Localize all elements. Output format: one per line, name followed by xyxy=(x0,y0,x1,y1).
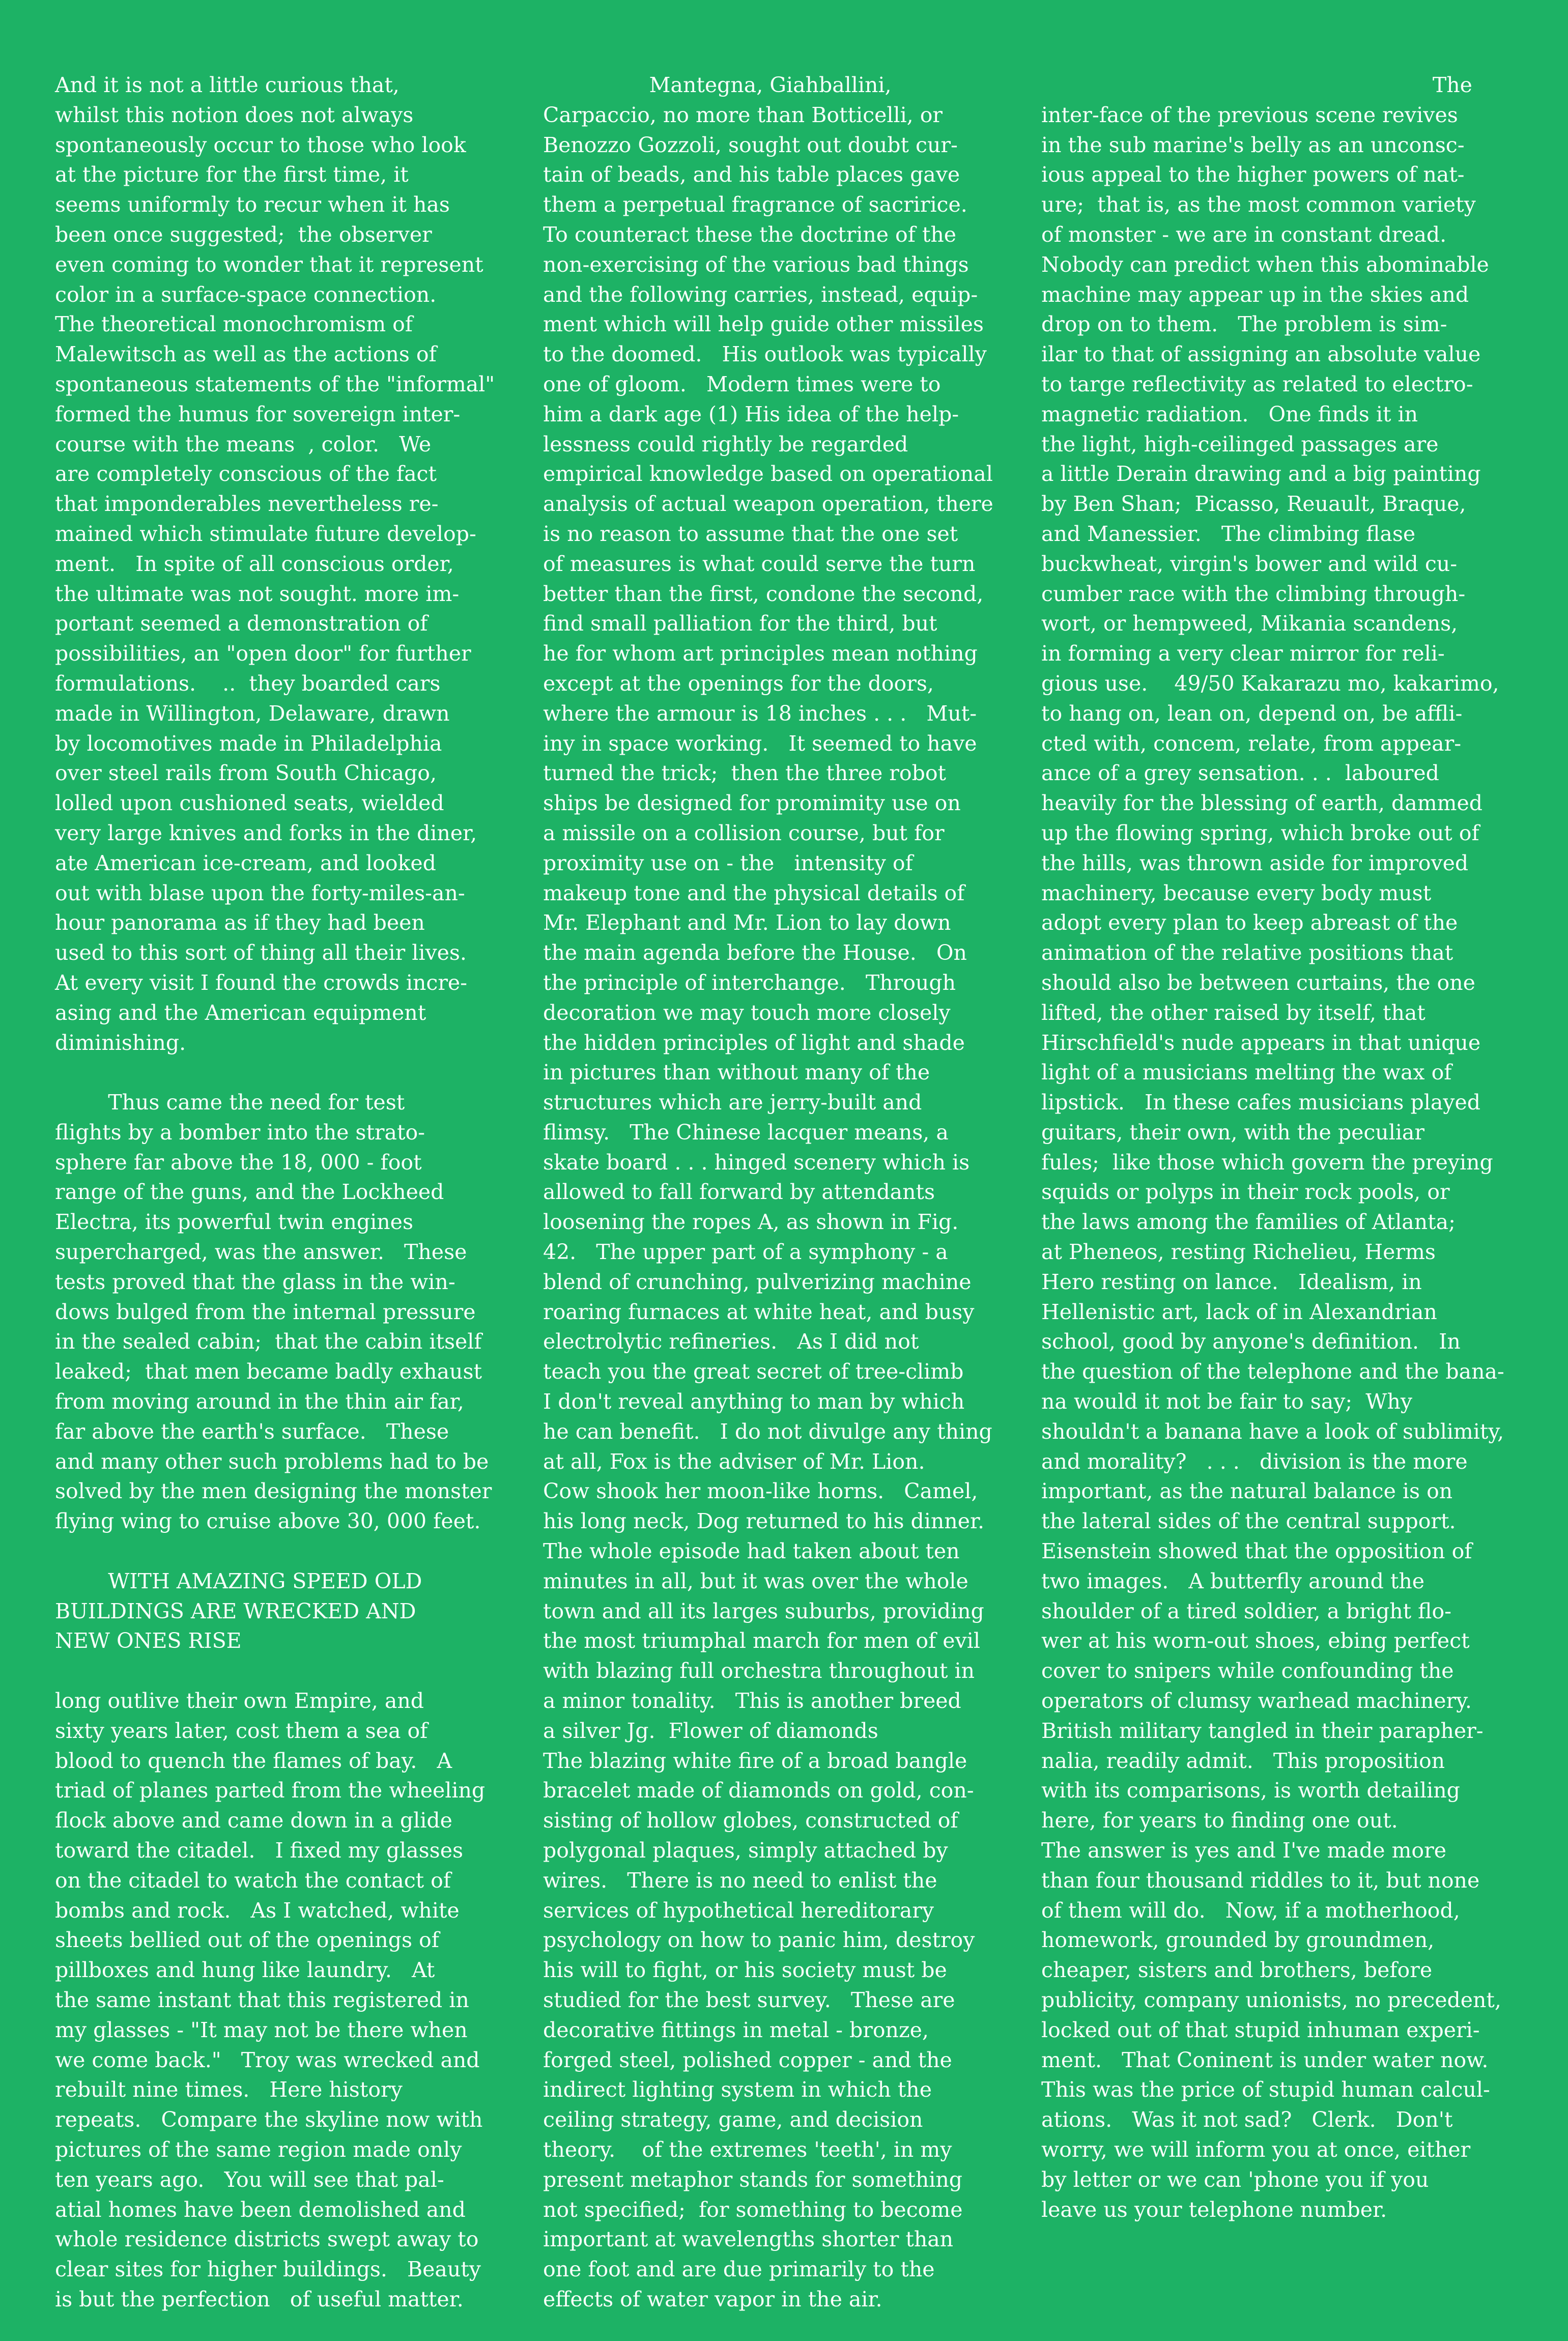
text-line: electrolytic refineries. As I did not xyxy=(543,1329,919,1354)
text-line: and Manessier. The climbing flase xyxy=(1041,521,1416,546)
text-line: hour panorama as if they had been xyxy=(55,910,425,935)
text-line: not specified; for something to become xyxy=(543,2197,963,2222)
text-line: the main agenda before the House. On xyxy=(543,940,967,965)
text-line: sixty years later, cost them a sea of xyxy=(55,1718,428,1743)
text-line: the hidden principles of light and shade xyxy=(543,1030,965,1055)
text-line: nalia, readily admit. This proposition xyxy=(1041,1748,1445,1773)
text-line: to the doomed. His outlook was typically xyxy=(543,342,987,367)
text-line: heavily for the blessing of earth, dammed xyxy=(1041,791,1483,816)
text-line: sphere far above the 18, 000 - foot xyxy=(55,1150,422,1175)
text-line: of monster - we are in constant dread. xyxy=(1041,222,1447,247)
text-line: by locomotives made in Philadelphia xyxy=(55,731,442,756)
text-line: rebuilt nine times. Here history xyxy=(55,2077,403,2102)
text-line: The theoretical monochromism of xyxy=(55,312,413,337)
text-line: ilar to that of assigning an absolute value xyxy=(1041,342,1481,367)
text-line: long outlive their own Empire, and xyxy=(55,1689,424,1714)
text-line: my glasses - "It may not be there when xyxy=(55,2017,468,2042)
text-line: gious use. 49/50 Kakarazu mo, kakarimo, xyxy=(1041,671,1499,696)
text-line: the ultimate was not sought. more im- xyxy=(55,581,460,606)
text-line: on the citadel to watch the contact of xyxy=(55,1868,451,1893)
text-line: one foot and are due primarily to the xyxy=(543,2257,935,2282)
text-line: a little Derain drawing and a big painting xyxy=(1041,462,1481,487)
text-line: in the sealed cabin; that the cabin itself xyxy=(55,1329,482,1354)
text-line: theory. of the extremes 'teeth', in my xyxy=(543,2137,952,2162)
text-line: The answer is yes and I've made more xyxy=(1041,1838,1446,1863)
text-line: Hellenistic art, lack of in Alexandrian xyxy=(1041,1299,1437,1324)
text-line xyxy=(55,1058,538,1088)
text-line xyxy=(55,1656,538,1686)
text-line: find small palliation for the third, but xyxy=(543,611,937,636)
text-line: Benozzo Gozzoli, sought out doubt cur- xyxy=(543,132,958,157)
text-line: the light, high-ceilinged passages are xyxy=(1041,432,1439,456)
text-line: teach you the great secret of tree-climb xyxy=(543,1359,964,1384)
text-line: pillboxes and hung like laundry. At xyxy=(55,1958,435,1983)
text-line: guitars, their own, with the peculiar xyxy=(1041,1120,1424,1145)
text-line: diminishing. xyxy=(55,1030,186,1055)
text-line: them a perpetual fragrance of sacririce. xyxy=(543,192,967,217)
text-line: ment which will help guide other missiles xyxy=(543,312,984,337)
text-line: spontaneous statements of the "informal" xyxy=(55,372,495,396)
text-line: decoration we may touch more closely xyxy=(543,1000,951,1025)
text-line: ten years ago. You will see that pal- xyxy=(55,2167,444,2192)
text-line: decorative fittings in metal - bronze, xyxy=(543,2017,929,2042)
text-line: course with the means , color. We xyxy=(55,432,432,456)
text-line: spontaneously occur to those who look xyxy=(55,132,466,157)
text-line: animation of the relative positions that xyxy=(1041,940,1453,965)
text-line: a silver Jg. Flower of diamonds xyxy=(543,1718,878,1743)
text-line: the question of the telephone and the bana- xyxy=(1041,1359,1504,1384)
text-line: bracelet made of diamonds on gold, con- xyxy=(543,1778,974,1803)
text-line: blood to quench the flames of bay. A xyxy=(55,1748,452,1773)
text-line: effects of water vapor in the air. xyxy=(543,2287,882,2311)
text-line: up the flowing spring, which broke out of xyxy=(1041,820,1479,845)
text-line: light of a musicians melting the wax of xyxy=(1041,1060,1452,1085)
text-line: The xyxy=(1041,73,1472,97)
text-line: fules; like those which govern the preying xyxy=(1041,1150,1493,1175)
text-line: indirect lighting system in which the xyxy=(543,2077,932,2102)
text-line: to targe reflectivity as related to electro- xyxy=(1041,372,1473,396)
text-line: ure; that is, as the most common variety xyxy=(1041,192,1476,217)
text-line: wires. There is no need to enlist the xyxy=(543,1868,937,1893)
text-line: ships be designed for promimity use on xyxy=(543,791,961,816)
text-line: Electra, its powerful twin engines xyxy=(55,1210,413,1235)
text-line: proximity use on - the intensity of xyxy=(543,850,913,875)
text-line: in the sub marine's belly as an unconsc- xyxy=(1041,132,1465,157)
text-line: formulations. .. they boarded cars xyxy=(55,671,441,696)
text-line: I don't reveal anything to man by which xyxy=(543,1389,965,1414)
text-line: by Ben Shan; Picasso, Reuault, Braque, xyxy=(1041,492,1466,517)
text-line: services of hypothetical hereditorary xyxy=(543,1898,934,1923)
text-column-right xyxy=(1041,70,1530,2224)
text-line: Nobody can predict when this abominable xyxy=(1041,252,1489,277)
text-line: where the armour is 18 inches . . . Mut- xyxy=(543,701,977,726)
text-line: his will to fight, or his society must be xyxy=(543,1958,947,1983)
text-line: toward the citadel. I fixed my glasses xyxy=(55,1838,464,1863)
text-line: triad of planes parted from the wheeling xyxy=(55,1778,486,1803)
text-line: shouldn't a banana have a look of sublimity, xyxy=(1041,1419,1504,1444)
text-line: Cow shook her moon-like horns. Camel, xyxy=(543,1479,978,1504)
text-line: clear sites for higher buildings. Beauty xyxy=(55,2257,481,2282)
text-line: WITH AMAZING SPEED OLD xyxy=(55,1568,422,1593)
text-line: supercharged, was the answer. These xyxy=(55,1240,467,1265)
text-line: lifted, the other raised by itself, that xyxy=(1041,1000,1426,1025)
text-line: adopt every plan to keep abreast of the xyxy=(1041,910,1458,935)
text-line: we come back." Troy was wrecked and xyxy=(55,2047,480,2072)
text-line: tain of beads, and his table places gave xyxy=(543,162,960,187)
text-line: wort, or hempweed, Mikania scandens, xyxy=(1041,611,1458,636)
text-line: empirical knowledge based on operational xyxy=(543,462,993,487)
text-line: publicity, company unionists, no precedent, xyxy=(1041,1988,1501,2012)
text-line: And it is not a little curious that, xyxy=(55,73,400,97)
text-line: important at wavelengths shorter than xyxy=(543,2227,954,2252)
text-line: leaked; that men became badly exhaust xyxy=(55,1359,482,1384)
text-line: color in a surface-space connection. xyxy=(55,282,437,307)
text-line: polygonal plaques, simply attached by xyxy=(543,1838,948,1863)
text-line: school, good by anyone's definition. In xyxy=(1041,1329,1461,1354)
text-line: locked out of that stupid inhuman experi- xyxy=(1041,2017,1480,2042)
text-line: non-exercising of the various bad things xyxy=(543,252,969,277)
text-line: ment. That Coninent is under water now. xyxy=(1041,2047,1489,2072)
text-line: that imponderables nevertheless re- xyxy=(55,492,439,517)
text-line: ious appeal to the higher powers of nat- xyxy=(1041,162,1465,187)
text-line: dows bulged from the internal pressure xyxy=(55,1299,476,1324)
text-line: with blazing full orchestra throughout in xyxy=(543,1659,975,1683)
text-line: homework, grounded by groundmen, xyxy=(1041,1928,1435,1953)
text-line: na would it not be fair to say; Why xyxy=(1041,1389,1413,1414)
text-line: the same instant that this registered in xyxy=(55,1988,469,2012)
text-line: present metaphor stands for something xyxy=(543,2167,963,2192)
text-line: Hero resting on lance. Idealism, in xyxy=(1041,1269,1422,1294)
text-line: ations. Was it not sad? Clerk. Don't xyxy=(1041,2107,1453,2132)
text-line: from moving around in the thin air far, xyxy=(55,1389,464,1414)
text-line: in pictures than without many of the xyxy=(543,1060,930,1085)
text-line: the hills, was thrown aside for improved xyxy=(1041,850,1469,875)
text-line: possibilities, an "open door" for further xyxy=(55,641,471,666)
text-line: and the following carries, instead, equip- xyxy=(543,282,978,307)
text-line: loosening the ropes A, as shown in Fig. xyxy=(543,1210,959,1235)
text-line: shoulder of a tired soldier, a bright flo- xyxy=(1041,1598,1451,1623)
text-line xyxy=(55,1536,538,1566)
text-line: turned the trick; then the three robot xyxy=(543,761,946,786)
text-line: Thus came the need for test xyxy=(55,1090,405,1115)
text-line: and morality? . . . division is the more xyxy=(1041,1449,1468,1474)
text-line: worry, we will inform you at once, either xyxy=(1041,2137,1471,2162)
text-line: ate American ice-cream, and looked xyxy=(55,850,436,875)
text-line: the principle of interchange. Through xyxy=(543,970,956,995)
text-line: here, for years to finding one out. xyxy=(1041,1808,1398,1833)
text-line: one of gloom. Modern times were to xyxy=(543,372,941,396)
text-line: operators of clumsy warhead machinery. xyxy=(1041,1689,1472,1714)
text-line: At every visit I found the crowds incre- xyxy=(55,970,468,995)
text-line: and many other such problems had to be xyxy=(55,1449,489,1474)
text-line: British military tangled in their parapher- xyxy=(1041,1718,1484,1743)
text-line: pictures of the same region made only xyxy=(55,2137,462,2162)
text-line: except at the openings for the doors, xyxy=(543,671,934,696)
text-line: is but the perfection of useful matter. xyxy=(55,2287,464,2311)
text-line: cumber race with the climbing through- xyxy=(1041,581,1466,606)
text-line: very large knives and forks in the diner, xyxy=(55,820,477,845)
text-line: repeats. Compare the skyline now with xyxy=(55,2107,483,2132)
text-line: far above the earth's surface. These xyxy=(55,1419,449,1444)
text-line: better than the first, condone the second, xyxy=(543,581,984,606)
text-line: Eisenstein showed that the opposition of xyxy=(1041,1539,1472,1564)
text-line: The whole episode had taken about ten xyxy=(543,1539,960,1564)
text-line: he can benefit. I do not divulge any thing xyxy=(543,1419,992,1444)
text-line: Hirschfield's nude appears in that unique xyxy=(1041,1030,1481,1055)
text-line: To counteract these the doctrine of the xyxy=(543,222,957,247)
text-line: out with blase upon the forty-miles-an- xyxy=(55,880,465,905)
text-column-left xyxy=(55,70,538,2315)
text-line: to hang on, lean on, depend on, be affli- xyxy=(1041,701,1463,726)
text-line: buckwheat, virgin's bower and wild cu- xyxy=(1041,551,1458,576)
text-line: flying wing to cruise above 30, 000 feet. xyxy=(55,1509,481,1534)
text-line: flimsy. The Chinese lacquer means, a xyxy=(543,1120,949,1145)
text-line: whole residence districts swept away to xyxy=(55,2227,479,2252)
text-line: used to this sort of thing all their lives. xyxy=(55,940,467,965)
text-line: he for whom art principles mean nothing xyxy=(543,641,978,666)
text-line: seems uniformly to recur when it has xyxy=(55,192,450,217)
text-line: iny in space working. It seemed to have xyxy=(543,731,977,756)
text-line: lolled upon cushioned seats, wielded xyxy=(55,791,444,816)
text-line: a missile on a collision course, but for xyxy=(543,820,945,845)
text-line: ceiling strategy, game, and decision xyxy=(543,2107,923,2132)
text-line: the lateral sides of the central support. xyxy=(1041,1509,1456,1534)
text-line: been once suggested; the observer xyxy=(55,222,432,247)
text-line: portant seemed a demonstration of xyxy=(55,611,428,636)
text-line: psychology on how to panic him, destroy xyxy=(543,1928,975,1953)
text-line: allowed to fall forward by attendants xyxy=(543,1180,935,1205)
text-line: sisting of hollow globes, constructed of xyxy=(543,1808,958,1833)
text-line: structures which are jerry-built and xyxy=(543,1090,922,1115)
text-line: flights by a bomber into the strato- xyxy=(55,1120,425,1145)
text-line: BUILDINGS ARE WRECKED AND xyxy=(55,1598,416,1623)
text-line: than four thousand riddles to it, but none xyxy=(1041,1868,1480,1893)
text-line: skate board . . . hinged scenery which is xyxy=(543,1150,970,1175)
text-line: by letter or we can 'phone you if you xyxy=(1041,2167,1429,2192)
text-line: at all, Fox is the adviser of Mr. Lion. xyxy=(543,1449,925,1474)
text-line: of them will do. Now, if a motherhood, xyxy=(1041,1898,1460,1923)
text-column-middle xyxy=(543,70,1039,2315)
text-line: cted with, concem, relate, from appear- xyxy=(1041,731,1462,756)
text-line: the laws among the families of Atlanta; xyxy=(1041,1210,1456,1235)
text-line: ment. In spite of all conscious order, xyxy=(55,551,454,576)
text-line: ance of a grey sensation. . . laboured xyxy=(1041,761,1439,786)
text-line: squids or polyps in their rock pools, or xyxy=(1041,1180,1450,1205)
text-line: formed the humus for sovereign inter- xyxy=(55,402,461,426)
text-line: the most triumphal march for men of evil xyxy=(543,1629,980,1653)
text-line: in forming a very clear mirror for reli- xyxy=(1041,641,1445,666)
text-line: The blazing white fire of a broad bangle xyxy=(543,1748,967,1773)
text-line: minutes in all, but it was over the whole xyxy=(543,1568,968,1593)
text-line: drop on to them. The problem is sim- xyxy=(1041,312,1447,337)
text-line: made in Willington, Delaware, drawn xyxy=(55,701,450,726)
text-line: asing and the American equipment xyxy=(55,1000,426,1025)
text-line: lessness could rightly be regarded xyxy=(543,432,908,456)
text-line: forged steel, polished copper - and the xyxy=(543,2047,952,2072)
text-line: makeup tone and the physical details of xyxy=(543,880,965,905)
text-line: roaring furnaces at white heat, and busy xyxy=(543,1299,975,1324)
text-line: atial homes have been demolished and xyxy=(55,2197,466,2222)
text-line: are completely conscious of the fact xyxy=(55,462,437,487)
text-line: studied for the best survey. These are xyxy=(543,1988,955,2012)
text-line: two images. A butterfly around the xyxy=(1041,1568,1425,1593)
text-line: Mantegna, Giahballini, xyxy=(543,73,892,97)
text-line: town and all its larges suburbs, providing xyxy=(543,1598,984,1623)
text-line: analysis of actual weapon operation, there xyxy=(543,492,993,517)
text-line: Carpaccio, no more than Botticelli, or xyxy=(543,102,943,127)
text-line: of measures is what could serve the turn xyxy=(543,551,976,576)
text-line: blend of crunching, pulverizing machine xyxy=(543,1269,972,1294)
text-line: Mr. Elephant and Mr. Lion to lay down xyxy=(543,910,951,935)
text-line: range of the guns, and the Lockheed xyxy=(55,1180,444,1205)
text-line: him a dark age (1) His idea of the help- xyxy=(543,402,959,426)
text-line: flock above and came down in a glide xyxy=(55,1808,452,1833)
text-line: solved by the men designing the monster xyxy=(55,1479,492,1504)
text-line: 42. The upper part of a symphony - a xyxy=(543,1240,948,1265)
text-line: a minor tonality. This is another breed xyxy=(543,1689,961,1714)
text-line: tests proved that the glass in the win- xyxy=(55,1269,455,1294)
text-line: is no reason to assume that the one set xyxy=(543,521,958,546)
text-line: over steel rails from South Chicago, xyxy=(55,761,437,786)
text-line: important, as the natural balance is on xyxy=(1041,1479,1453,1504)
text-line: whilst this notion does not always xyxy=(55,102,414,127)
text-line: NEW ONES RISE xyxy=(55,1629,242,1653)
text-line: wer at his worn-out shoes, ebing perfect xyxy=(1041,1629,1470,1653)
text-line: with its comparisons, is worth detailing xyxy=(1041,1778,1460,1803)
text-line: bombs and rock. As I watched, white xyxy=(55,1898,460,1923)
text-line: inter-face of the previous scene revives xyxy=(1041,102,1458,127)
text-line: Malewitsch as well as the actions of xyxy=(55,342,437,367)
text-line: cover to snipers while confounding the xyxy=(1041,1659,1454,1683)
text-line: at Pheneos, resting Richelieu, Herms xyxy=(1041,1240,1436,1265)
text-line: leave us your telephone number. xyxy=(1041,2197,1387,2222)
text-line: lipstick. In these cafes musicians played xyxy=(1041,1090,1480,1115)
text-line: mained which stimulate future develop- xyxy=(55,521,476,546)
text-line: This was the price of stupid human calcul- xyxy=(1041,2077,1490,2102)
text-line: should also be between curtains, the one xyxy=(1041,970,1475,995)
text-line: sheets bellied out of the openings of xyxy=(55,1928,439,1953)
text-line: magnetic radiation. One finds it in xyxy=(1041,402,1418,426)
text-line: at the picture for the first time, it xyxy=(55,162,409,187)
text-line: machine may appear up in the skies and xyxy=(1041,282,1469,307)
text-line: his long neck, Dog returned to his dinner. xyxy=(543,1509,985,1534)
text-line: even coming to wonder that it represent xyxy=(55,252,483,277)
text-line: cheaper, sisters and brothers, before xyxy=(1041,1958,1433,1983)
text-line: machinery, because every body must xyxy=(1041,880,1432,905)
